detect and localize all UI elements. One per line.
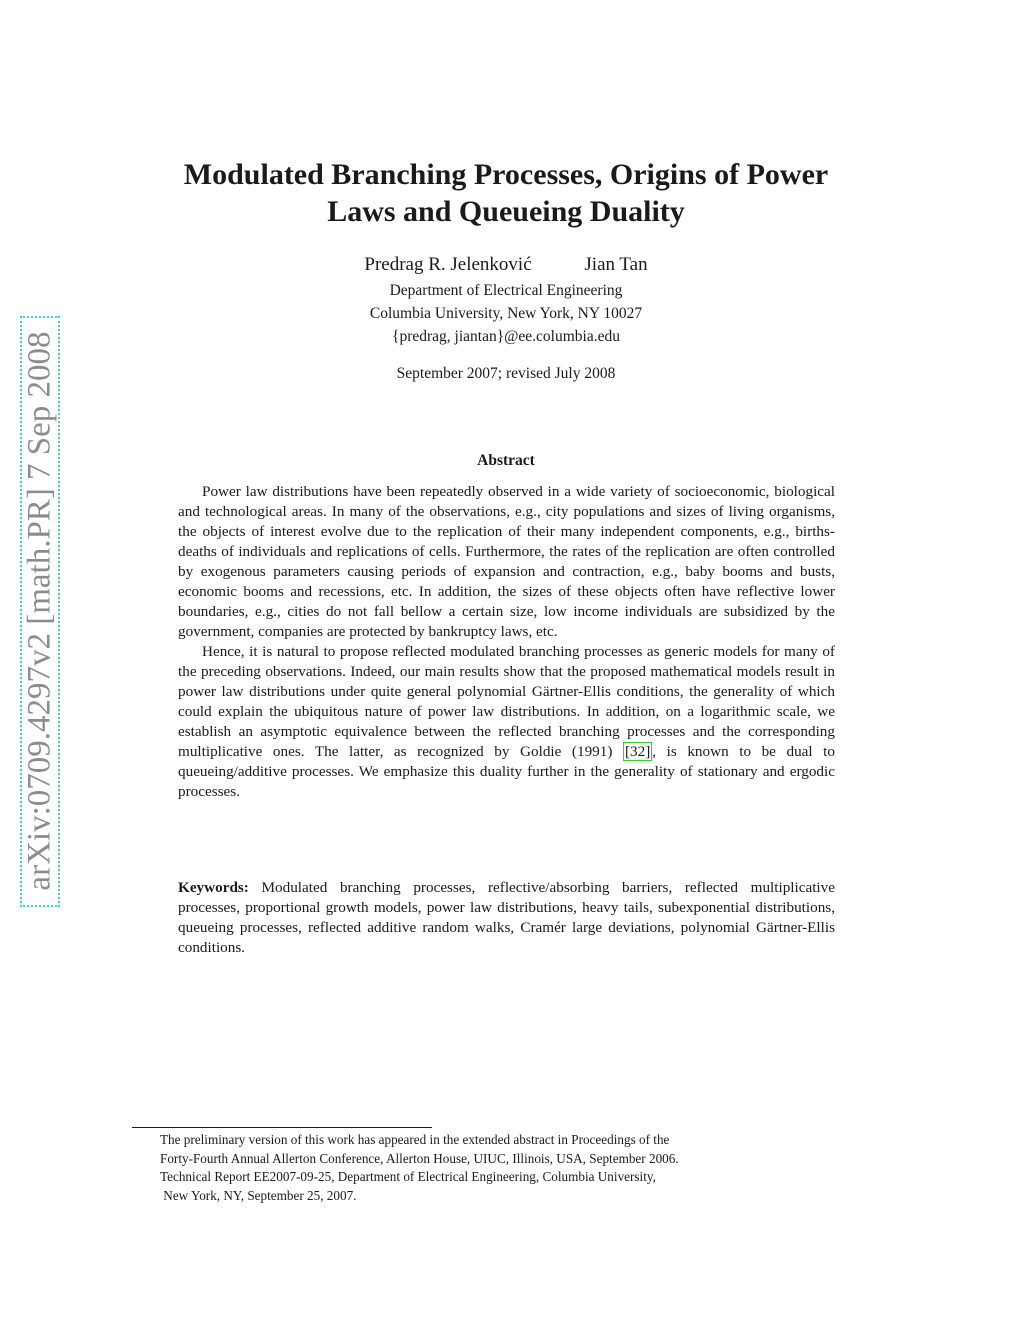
author-2: Jian Tan <box>584 254 648 275</box>
abstract-body <box>178 482 835 802</box>
affiliation-university: Columbia University, New York, NY 10027 <box>369 305 643 322</box>
abstract-paragraph-2-start: Hence, it is natural to propose reflected modulated branching processes as generic models for many of the preceding observations. Indeed, our main results show that the proposed mathematical models result in power law distributions under quite general polynomial Gärtner-Ellis conditions, the generality of which could explain the ubiquitous nature of power law distributions. In addition, on a logarithmic scale, we establish an asymptotic equivalence between the reflected branching processes and the corresponding multiplicative ones. The latter, as recognized by Goldie (1991) <box>178 643 835 760</box>
author-1: Predrag R. Jelenković <box>364 254 532 275</box>
abstract-paragraph-2 <box>178 642 835 802</box>
citation-link[interactable]: [32] <box>624 743 651 760</box>
paper-title <box>120 156 892 230</box>
paper-date: September 2007; revised July 2008 <box>396 365 616 382</box>
keywords-label: Keywords: <box>178 879 249 896</box>
title-line-1: Modulated Branching Processes, Origins of Power <box>183 158 829 191</box>
abstract-heading: Abstract <box>477 452 535 469</box>
author-list <box>120 254 892 276</box>
abstract-paragraph-2-end: , is known to be dual to queueing/additive processes. We emphasize this duality further in the generality of stationary and ergodic processes. <box>178 743 835 800</box>
affiliation-email[interactable]: {predrag, jiantan}@ee.columbia.edu <box>392 328 620 345</box>
affiliation-department: Department of Electrical Engineering <box>389 282 623 299</box>
arxiv-stamp[interactable]: arXiv:0709.4297v2 [math.PR] 7 Sep 2008 <box>21 331 58 891</box>
footnote-line-1: The preliminary version of this work has appeared in the extended abstract in Proceedings of the <box>160 1132 670 1147</box>
footnote-line-3: Technical Report EE2007-09-25, Department of Electrical Engineering, Columbia University, <box>160 1169 656 1184</box>
footnote-line-4: New York, NY, September 25, 2007. <box>160 1187 357 1203</box>
footnote-line-2: Forty-Fourth Annual Allerton Conference, Allerton House, UIUC, Illinois, USA, September 2006. <box>160 1150 679 1166</box>
footnote <box>160 1131 840 1205</box>
title-line-2: Laws and Queueing Duality <box>327 195 685 228</box>
abstract-paragraph-1: Power law distributions have been repeatedly observed in a wide variety of socioeconomic, biological and technological areas. In many of the observations, e.g., city populations and sizes of living organisms, the objects of interest evolve due to the replication of their many independent components, e.g., births-deaths of individuals and replications of cells. Furthermore, the rates of the replication are often controlled by exogenous parameters causing periods of expansion and contraction, e.g., baby booms and busts, economic booms and recessions, etc. In addition, the sizes of these objects often have reflective lower boundaries, e.g., cities do not fall bellow a certain size, low income individuals are subsidized by the government, companies are protected by bankruptcy laws, etc. <box>178 483 835 640</box>
keywords <box>178 878 835 958</box>
footnote-rule <box>132 1127 432 1128</box>
keywords-text: Modulated branching processes, reflective/absorbing barriers, reflected multiplicative processes, proportional growth models, power law distributions, heavy tails, subexponential distributions, queueing processes, reflected additive random walks, Cramér large deviations, polynomial Gärtner-Ellis conditions. <box>178 879 835 956</box>
